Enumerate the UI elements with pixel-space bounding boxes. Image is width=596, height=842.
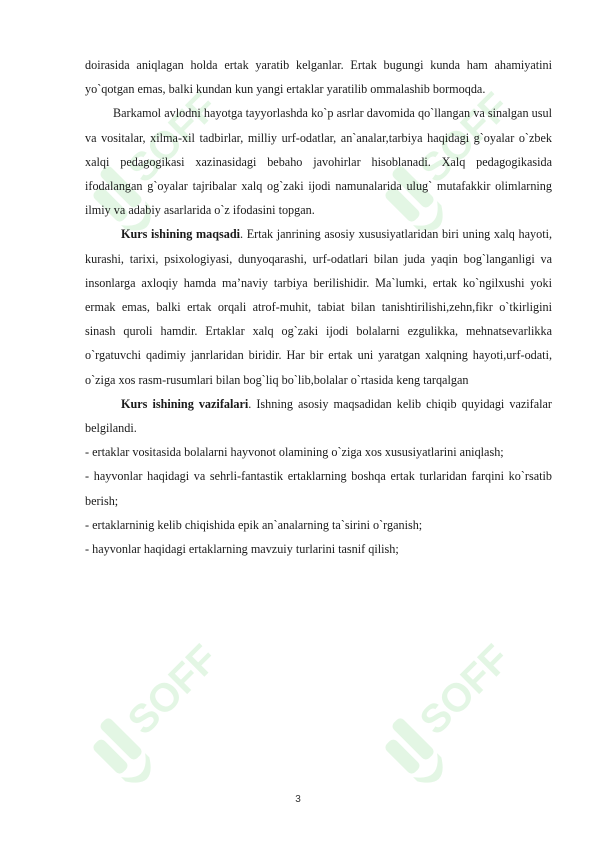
watermark-logo bbox=[70, 620, 240, 790]
task-item: - hayvonlar haqidagi va sehrli-fantastik ertaklarning boshqa ertak turlaridan farqini ko`rsatib berish; bbox=[85, 469, 552, 508]
page-body bbox=[85, 53, 552, 561]
goal-heading: Kurs ishining maqsadi bbox=[121, 227, 241, 242]
task-item: - ertaklarninig kelib chiqishida epik an`analarning ta`sirini o`rganish; bbox=[85, 517, 423, 532]
paragraph-tasks bbox=[85, 392, 552, 440]
watermark-text: SOFF bbox=[119, 84, 227, 192]
watermark-text: SOFF bbox=[119, 636, 227, 744]
watermark-logo bbox=[362, 620, 532, 790]
task-item: - hayvonlar haqidagi ertaklarning mavzuiy turlarini tasnif qilish; bbox=[85, 542, 399, 557]
paragraph-intro: doirasida aniqlagan holda ertak yaratib kelganlar. Ertak bugungi kunda ham ahamiyatini yo`qotgan emas, balki kundan kun yangi ertaklar yaratilib ommalashib bormoqda. bbox=[85, 58, 552, 97]
page-number: 3 bbox=[295, 794, 301, 805]
watermark-text: SOFF bbox=[411, 636, 519, 744]
tasks-text: . Ishning asosiy maqsadidan kelib chiqib quyidagi vazifalar belgilandi. bbox=[85, 396, 552, 436]
paragraph-goal bbox=[85, 222, 552, 391]
task-item: - ertaklar vositasida bolalarni hayvonot olamining o`ziga xos xususiyatlarini aniqlash; bbox=[85, 445, 504, 460]
goal-text: . Ertak janrining asosiy xususiyatlaridan biri uning xalq hayoti, kurashi, tarixi, psixologiyasi, dunyoqarashi, urf-odatlari bilan juda yaqin bog`langanligi va insonlarga axloqiy hamda ma’naviy tarbiya berilishidir. Ma`lumki, ertak ko`ngilxushi yoki ermak emas, balki ertak orqali atrof-muhit, tabiat bilan tanishtirilishi,zehn,fikr o`tkirligini sinash quroli hamdir. Ertaklar xalq og`zaki ijodi bolalarni ezgulikka, mehnatsevarlikka o`rgatuvchi qadimiy janrlaridan biridir. Har bir ertak uni yaratgan xalqning hayoti,urf-odati, o`ziga xos rasm-rusumlari bilan bog`liq bo`lib,bolalar o`rtasida keng tarqalgan bbox=[85, 227, 553, 387]
watermark-text: SOFF bbox=[411, 84, 519, 192]
paragraph-barkamol: Barkamol avlodni hayotga tayyorlashda ko`p asrlar davomida qo`llangan va sinalgan usul va vositalar, xilma-xil tadbirlar, milliy urf-odatlar, an`analar,tarbiya haqidagi g`oyalar o`zbek xalqi pedagogikasi xazinasidagi bebaho javohirlar hisoblanadi. Xalq pedagogikasida ifodalangan g`oyalar tajribalar xalq og`zaki ijodi namunalarida ulug` mutafakkir olimlarning ilmiy va adabiy asarlarida o`z ifodasini topgan. bbox=[85, 106, 552, 218]
tasks-heading: Kurs ishining vazifalari bbox=[121, 396, 249, 411]
